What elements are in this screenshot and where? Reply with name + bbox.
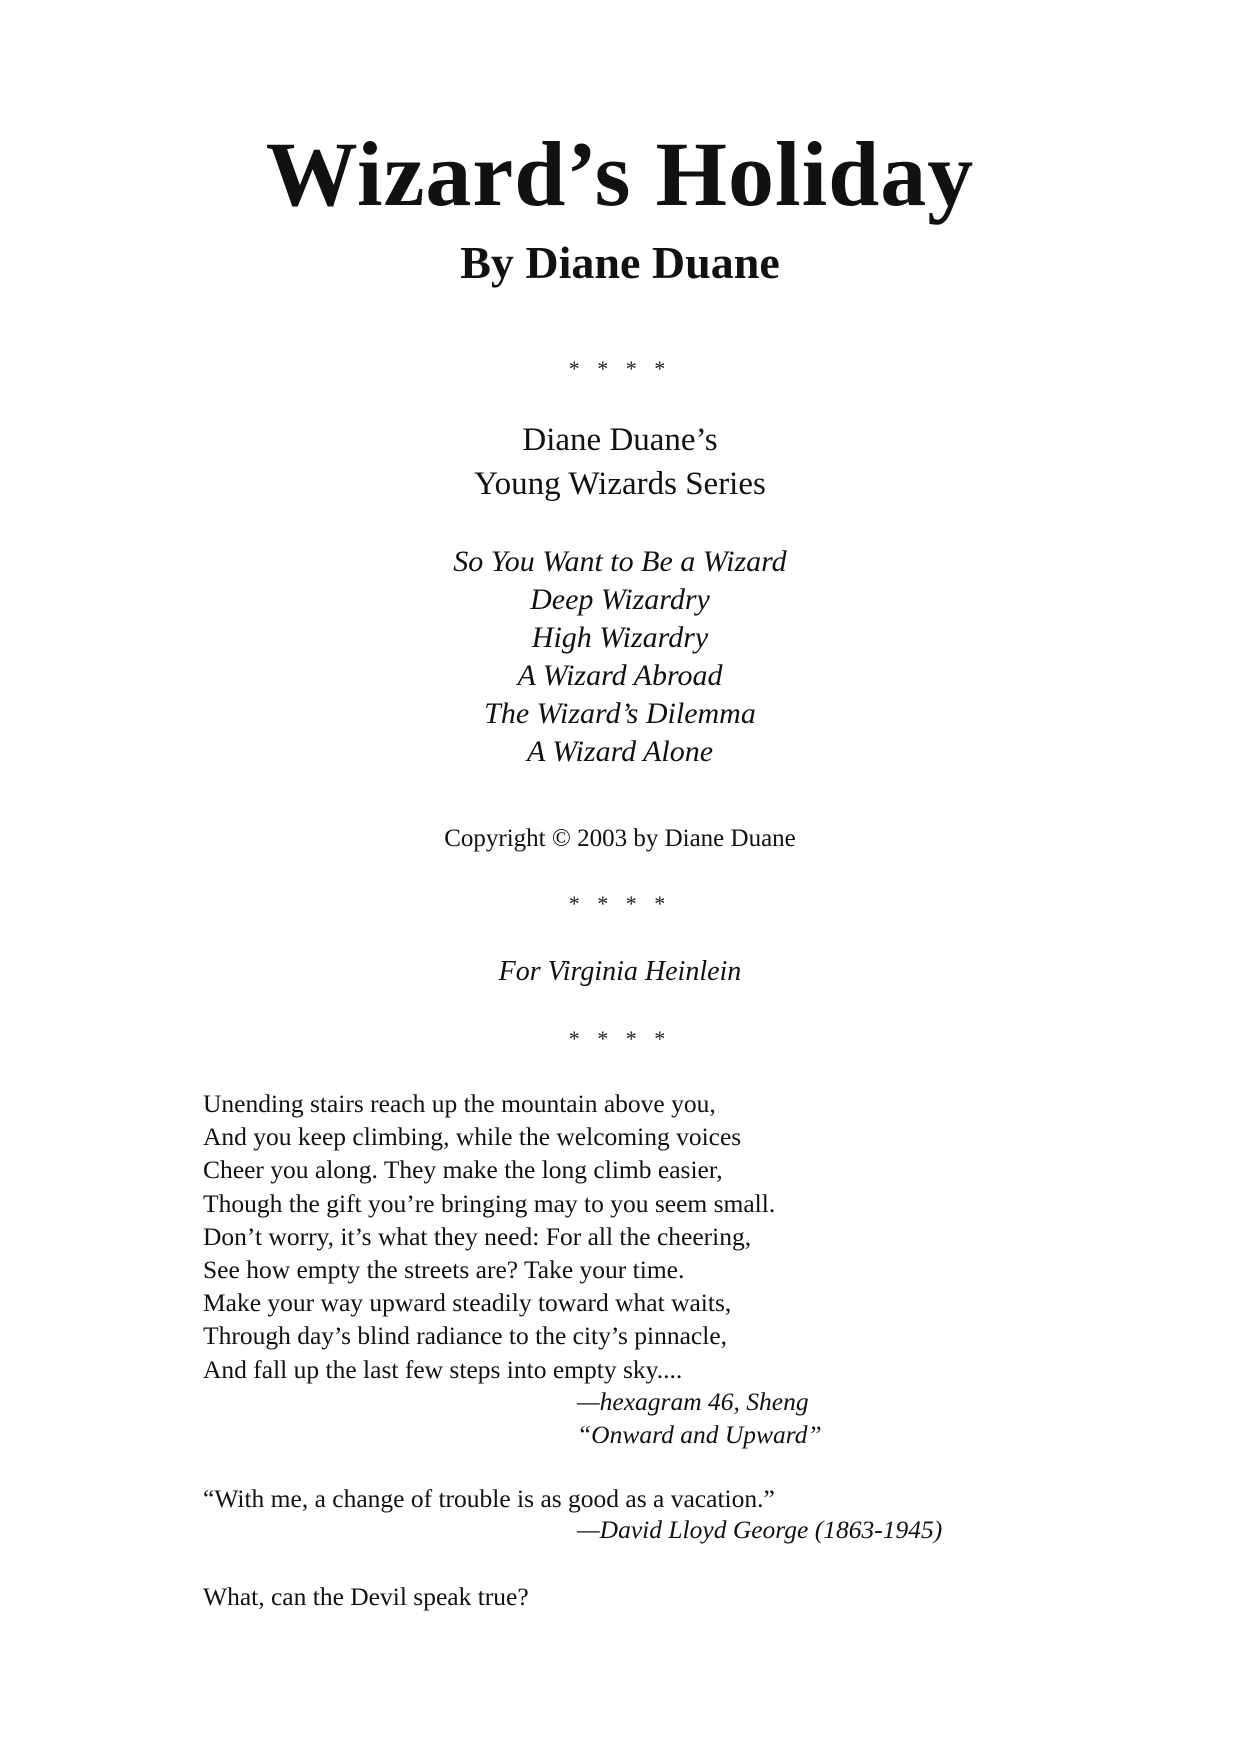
poem-attribution-source: —hexagram 46, Sheng: [577, 1387, 809, 1416]
epigraph-quote: “With me, a change of trouble is as good as a vacation.”: [203, 1484, 775, 1513]
separator: * * * *: [568, 891, 672, 916]
book-title-item: Deep Wizardry: [530, 583, 710, 616]
poem-line: And fall up the last few steps into empty sky....: [203, 1354, 683, 1384]
epigraph-poem: [203, 1087, 775, 1386]
series-heading-line1: Diane Duane’s: [522, 422, 718, 458]
book-title-item: A Wizard Abroad: [517, 659, 723, 692]
book-title-item: The Wizard’s Dilemma: [484, 697, 756, 730]
poem-line: Unending stairs reach up the mountain above you,: [203, 1089, 716, 1118]
poem-line: Make your way upward steadily toward what waits,: [203, 1288, 732, 1318]
poem-line: Don’t worry, it’s what they need: For all the cheering,: [203, 1221, 752, 1251]
poem-line: Though the gift you’re bringing may to you seem small.: [203, 1188, 776, 1218]
book-title-item: A Wizard Alone: [526, 735, 714, 768]
book-title-item: High Wizardry: [531, 621, 709, 654]
poem-line: See how empty the streets are? Take your time.: [203, 1255, 685, 1285]
dedication: For Virginia Heinlein: [498, 956, 742, 987]
copyright-notice: Copyright © 2003 by Diane Duane: [444, 825, 796, 852]
book-list: [0, 543, 1240, 771]
poem-line: Through day’s blind radiance to the city’s pinnacle,: [203, 1321, 728, 1351]
book-title-item: So You Want to Be a Wizard: [453, 545, 787, 578]
closing-line: What, can the Devil speak true?: [203, 1582, 529, 1611]
book-title: Wizard’s Holiday: [265, 123, 975, 225]
series-heading-line2: Young Wizards Series: [474, 466, 766, 502]
author-byline: By Diane Duane: [460, 237, 780, 288]
separator: * * * *: [568, 356, 672, 381]
quote-attribution: —David Lloyd George (1863-1945): [577, 1515, 943, 1544]
separator: * * * *: [568, 1026, 672, 1051]
poem-attribution-title: “Onward and Upward”: [577, 1420, 822, 1449]
poem-line: Cheer you along. They make the long climb easier,: [203, 1155, 723, 1185]
poem-line: And you keep climbing, while the welcoming voices: [203, 1122, 742, 1152]
